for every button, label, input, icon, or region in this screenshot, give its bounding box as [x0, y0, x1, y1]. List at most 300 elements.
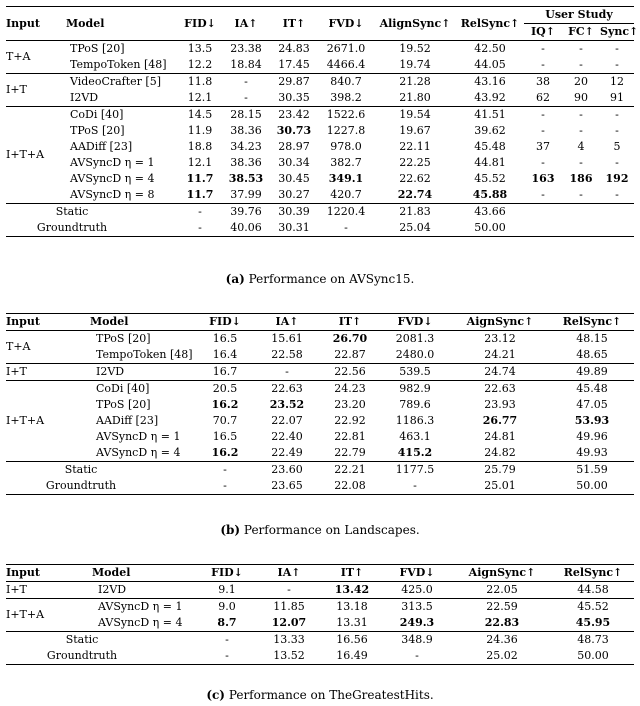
value-cell: 12.1: [187, 91, 213, 104]
value-cell: 11.85: [256, 599, 322, 616]
table-row: [6, 582, 634, 599]
value-cell: 23.52: [269, 398, 305, 411]
value-cell: 463.1: [399, 430, 431, 443]
model-cell: TPoS [20]: [96, 398, 151, 411]
value-cell: -: [196, 462, 254, 479]
table-row: [6, 187, 634, 204]
model-cell: AVSyncD η = 4: [98, 616, 183, 629]
model-cell: I2VD: [86, 582, 198, 599]
table-greatesthits: [6, 564, 634, 665]
value-cell: 22.08: [320, 478, 380, 495]
table-landscapes: [6, 313, 634, 495]
header-alignsync: AlignSync↑: [374, 7, 456, 41]
value-cell: 19.74: [399, 58, 431, 71]
baseline-cell: Groundtruth: [6, 478, 196, 495]
value-cell: 70.7: [212, 414, 238, 427]
value-cell: 19.54: [374, 107, 456, 124]
value-cell: 539.5: [380, 364, 450, 381]
value-cell: 22.58: [271, 348, 303, 361]
table-row: [6, 155, 634, 171]
value-cell: 21.80: [399, 91, 431, 104]
value-cell: 8.7: [217, 616, 237, 629]
header-fvd: FVD↓: [382, 565, 452, 582]
value-cell: 91: [610, 91, 624, 104]
value-cell: 30.27: [278, 188, 310, 201]
value-cell: 22.40: [271, 430, 303, 443]
value-cell: 982.9: [380, 381, 450, 398]
value-cell: 14.5: [178, 107, 222, 124]
header-fc: FC↑: [568, 25, 594, 38]
value-cell: 30.45: [278, 172, 310, 185]
caption-a-tag: (a): [225, 272, 245, 286]
value-cell: 23.12: [450, 331, 550, 348]
value-cell: 5: [613, 140, 621, 153]
value-cell: 45.52: [474, 172, 506, 185]
value-cell: 9.0: [198, 599, 256, 616]
value-cell: 43.16: [456, 74, 524, 91]
value-cell: -: [380, 478, 450, 495]
value-cell: 1177.5: [380, 462, 450, 479]
value-cell: 38: [524, 74, 562, 91]
header-alignsync: AignSync↑: [450, 314, 550, 331]
header-relsync: RelSync↑: [456, 7, 524, 41]
value-cell: 313.5: [382, 599, 452, 616]
header-iq: IQ↑: [531, 25, 555, 38]
value-cell: 40.06: [222, 220, 270, 237]
value-cell: 39.62: [474, 124, 506, 137]
value-cell: -: [382, 648, 452, 665]
value-cell: 24.21: [484, 348, 516, 361]
value-cell: -: [254, 364, 320, 381]
value-cell: [562, 204, 600, 221]
value-cell: 22.74: [397, 188, 433, 201]
table-row: [6, 171, 634, 187]
caption-c-text: Performance on TheGreatestHits.: [228, 688, 434, 702]
value-cell: 13.42: [322, 582, 382, 599]
value-cell: 49.89: [550, 364, 634, 381]
value-cell: 49.96: [576, 430, 608, 443]
input-cell: T+A: [6, 41, 60, 74]
value-cell: 22.56: [320, 364, 380, 381]
value-cell: 38.36: [230, 124, 262, 137]
table-row: [6, 74, 634, 91]
table-row: [6, 364, 634, 381]
model-cell: TempoToken [48]: [70, 58, 167, 71]
table-row: [6, 615, 634, 632]
value-cell: -: [579, 188, 583, 201]
model-cell: CoDi [40]: [60, 107, 178, 124]
value-cell: -: [198, 648, 256, 665]
header-fid: FID↓: [198, 565, 256, 582]
value-cell: 13.31: [336, 616, 368, 629]
value-cell: [600, 204, 634, 221]
value-cell: 13.18: [322, 599, 382, 616]
value-cell: -: [579, 156, 583, 169]
value-cell: -: [600, 41, 634, 58]
model-cell: TPoS [20]: [70, 124, 125, 137]
value-cell: 1220.4: [318, 204, 374, 221]
value-cell: 4: [577, 140, 585, 153]
value-cell: -: [178, 220, 222, 237]
table-row: [6, 139, 634, 155]
value-cell: 23.20: [334, 398, 366, 411]
table-row: [6, 381, 634, 398]
table-row: [6, 107, 634, 124]
caption-b-text: Performance on Landscapes.: [243, 523, 420, 537]
header-model: Model: [60, 7, 178, 41]
caption-a: [0, 272, 640, 286]
table-row: [6, 220, 634, 237]
table-row: [6, 632, 634, 649]
table-row: [6, 413, 634, 429]
value-cell: 22.62: [399, 172, 431, 185]
value-cell: -: [579, 58, 583, 71]
value-cell: 22.25: [399, 156, 431, 169]
value-cell: 62: [536, 91, 550, 104]
value-cell: 978.0: [330, 140, 362, 153]
value-cell: 24.74: [450, 364, 550, 381]
value-cell: 30.73: [276, 124, 312, 137]
header-fvd: FVD↓: [318, 7, 374, 41]
header-input: Input: [6, 7, 60, 41]
header-alignsync: AignSync↑: [452, 565, 552, 582]
value-cell: 26.77: [482, 414, 518, 427]
header-user-study: User Study: [524, 7, 634, 24]
value-cell: 45.48: [474, 140, 506, 153]
value-cell: 21.83: [374, 204, 456, 221]
value-cell: 45.48: [550, 381, 634, 398]
value-cell: 2671.0: [318, 41, 374, 58]
value-cell: 19.52: [374, 41, 456, 58]
value-cell: 12.2: [187, 58, 213, 71]
value-cell: 28.15: [222, 107, 270, 124]
value-cell: 22.59: [452, 599, 552, 616]
value-cell: [524, 204, 562, 221]
model-cell: AVSyncD η = 8: [70, 188, 155, 201]
value-cell: -: [615, 188, 619, 201]
value-cell: 9.1: [198, 582, 256, 599]
value-cell: 25.01: [450, 478, 550, 495]
value-cell: 24.83: [270, 41, 318, 58]
value-cell: -: [222, 74, 270, 91]
header-model: Model: [86, 565, 198, 582]
value-cell: 249.3: [399, 616, 435, 629]
baseline-cell: Groundtruth: [6, 648, 198, 665]
value-cell: [562, 220, 600, 237]
table-row: [6, 445, 634, 462]
value-cell: 2480.0: [395, 348, 435, 361]
value-cell: -: [524, 41, 562, 58]
value-cell: 43.92: [474, 91, 506, 104]
value-cell: 23.93: [484, 398, 516, 411]
value-cell: 47.05: [576, 398, 608, 411]
value-cell: 1522.6: [318, 107, 374, 124]
value-cell: 22.05: [452, 582, 552, 599]
value-cell: 44.05: [474, 58, 506, 71]
value-cell: 23.38: [222, 41, 270, 58]
value-cell: 50.00: [550, 478, 634, 495]
value-cell: -: [562, 107, 600, 124]
value-cell: 1186.3: [395, 414, 435, 427]
value-cell: -: [541, 188, 545, 201]
model-cell: I2VD: [70, 91, 99, 104]
value-cell: -: [615, 58, 619, 71]
model-cell: AVSyncD η = 1: [96, 430, 181, 443]
model-cell: I2VD: [84, 364, 196, 381]
value-cell: -: [244, 91, 248, 104]
value-cell: 186: [569, 172, 593, 185]
value-cell: 49.93: [576, 446, 608, 459]
value-cell: 38.53: [228, 172, 264, 185]
value-cell: 12.07: [271, 616, 307, 629]
input-cell: I+T+A: [6, 107, 60, 204]
value-cell: 45.88: [472, 188, 508, 201]
value-cell: 41.51: [456, 107, 524, 124]
value-cell: 20: [562, 74, 600, 91]
caption-c: [0, 688, 640, 702]
baseline-cell: Static: [6, 632, 198, 649]
value-cell: 22.49: [271, 446, 303, 459]
value-cell: 2081.3: [380, 331, 450, 348]
value-cell: [600, 220, 634, 237]
value-cell: 22.87: [334, 348, 366, 361]
value-cell: 22.92: [334, 414, 366, 427]
table-row: [6, 123, 634, 139]
value-cell: 34.23: [230, 140, 262, 153]
value-cell: -: [541, 124, 545, 137]
value-cell: 42.50: [456, 41, 524, 58]
table-row: [6, 397, 634, 413]
value-cell: 192: [605, 172, 629, 185]
value-cell: -: [600, 107, 634, 124]
input-cell: I+T+A: [6, 599, 86, 632]
header-fid: FID↓: [196, 314, 254, 331]
value-cell: 16.4: [212, 348, 238, 361]
value-cell: 4466.4: [326, 58, 366, 71]
header-input: Input: [6, 314, 84, 331]
value-cell: 22.83: [484, 616, 520, 629]
value-cell: 349.1: [328, 172, 364, 185]
table-row: [6, 331, 634, 348]
value-cell: 44.81: [474, 156, 506, 169]
value-cell: 420.7: [330, 188, 362, 201]
value-cell: 30.35: [278, 91, 310, 104]
header-sync: Sync↑: [600, 25, 639, 38]
table-row: [6, 648, 634, 665]
value-cell: 24.82: [484, 446, 516, 459]
value-cell: -: [541, 58, 545, 71]
value-cell: 50.00: [456, 220, 524, 237]
model-cell: AVSyncD η = 4: [70, 172, 155, 185]
value-cell: 12.1: [187, 156, 213, 169]
model-cell: AADiff [23]: [96, 414, 159, 427]
header-it: IT↑: [320, 314, 380, 331]
value-cell: 12: [600, 74, 634, 91]
value-cell: 26.70: [320, 331, 380, 348]
value-cell: 23.65: [254, 478, 320, 495]
value-cell: 398.2: [330, 91, 362, 104]
caption-b-tag: (b): [220, 523, 241, 537]
value-cell: 22.11: [399, 140, 431, 153]
value-cell: 11.9: [187, 124, 213, 137]
value-cell: -: [541, 156, 545, 169]
value-cell: 18.8: [187, 140, 213, 153]
baseline-cell: Groundtruth: [6, 220, 178, 237]
value-cell: 22.63: [254, 381, 320, 398]
input-cell: I+T: [6, 582, 86, 599]
header-fvd: FVD↓: [380, 314, 450, 331]
caption-b: [0, 523, 640, 537]
value-cell: 789.6: [399, 398, 431, 411]
value-cell: 90: [574, 91, 588, 104]
value-cell: 38.36: [230, 156, 262, 169]
value-cell: 415.2: [397, 446, 433, 459]
input-cell: I+T: [6, 74, 60, 107]
value-cell: -: [615, 156, 619, 169]
value-cell: 29.87: [270, 74, 318, 91]
value-cell: 24.81: [484, 430, 516, 443]
value-cell: 48.73: [552, 632, 634, 649]
value-cell: 30.31: [270, 220, 318, 237]
value-cell: 30.39: [270, 204, 318, 221]
table-avsync15: [6, 6, 639, 237]
value-cell: 18.84: [230, 58, 262, 71]
value-cell: 51.59: [550, 462, 634, 479]
value-cell: 22.81: [334, 430, 366, 443]
value-cell: 11.7: [186, 188, 214, 201]
model-cell: VideoCrafter [5]: [60, 74, 178, 91]
value-cell: -: [615, 124, 619, 137]
table-row: [6, 599, 634, 616]
header-ia: IA↑: [256, 565, 322, 582]
model-cell: TempoToken [48]: [96, 348, 193, 361]
table-row: [6, 429, 634, 445]
table-row: [6, 41, 634, 58]
header-ia: IA↑: [254, 314, 320, 331]
table-row: [6, 57, 634, 74]
input-cell: I+T: [6, 364, 84, 381]
model-cell: CoDi [40]: [84, 381, 196, 398]
input-cell: I+T+A: [6, 381, 84, 462]
value-cell: 19.67: [399, 124, 431, 137]
input-cell: T+A: [6, 331, 84, 364]
value-cell: 24.36: [452, 632, 552, 649]
value-cell: -: [196, 478, 254, 495]
value-cell: 840.7: [318, 74, 374, 91]
value-cell: 348.9: [382, 632, 452, 649]
value-cell: 39.76: [222, 204, 270, 221]
value-cell: 24.23: [320, 381, 380, 398]
table-row: [6, 90, 634, 107]
value-cell: 17.45: [278, 58, 310, 71]
value-cell: 16.2: [211, 398, 239, 411]
value-cell: 23.60: [254, 462, 320, 479]
model-cell: TPoS [20]: [84, 331, 196, 348]
value-cell: 13.52: [256, 648, 322, 665]
value-cell: 45.95: [575, 616, 611, 629]
table-row: [6, 204, 634, 221]
value-cell: [524, 220, 562, 237]
header-model: Model: [84, 314, 196, 331]
value-cell: 382.7: [330, 156, 362, 169]
value-cell: -: [562, 41, 600, 58]
value-cell: 16.56: [322, 632, 382, 649]
value-cell: -: [579, 124, 583, 137]
value-cell: 13.33: [256, 632, 322, 649]
value-cell: 20.5: [196, 381, 254, 398]
value-cell: 25.04: [374, 220, 456, 237]
value-cell: 22.63: [450, 381, 550, 398]
header-relsync: RelSync↑: [550, 314, 634, 331]
table-row: [6, 347, 634, 364]
value-cell: 25.79: [450, 462, 550, 479]
table-row: [6, 462, 634, 479]
header-ia: IA↑: [222, 7, 270, 41]
value-cell: 37: [536, 140, 550, 153]
value-cell: 50.00: [552, 648, 634, 665]
table-row: [6, 478, 634, 495]
header-it: IT↑: [322, 565, 382, 582]
value-cell: 30.34: [278, 156, 310, 169]
value-cell: 21.28: [374, 74, 456, 91]
header-input: Input: [6, 565, 86, 582]
value-cell: 53.93: [574, 414, 610, 427]
model-cell: TPoS [20]: [60, 41, 178, 58]
value-cell: -: [524, 107, 562, 124]
model-cell: AVSyncD η = 1: [70, 156, 155, 169]
value-cell: 11.8: [178, 74, 222, 91]
header-relsync: RelSync↑: [552, 565, 634, 582]
value-cell: -: [318, 220, 374, 237]
value-cell: 16.49: [322, 648, 382, 665]
value-cell: 16.2: [211, 446, 239, 459]
model-cell: AVSyncD η = 4: [96, 446, 181, 459]
value-cell: 45.52: [552, 599, 634, 616]
value-cell: 44.58: [552, 582, 634, 599]
value-cell: -: [198, 632, 256, 649]
value-cell: 48.65: [576, 348, 608, 361]
value-cell: 25.02: [452, 648, 552, 665]
value-cell: 22.79: [334, 446, 366, 459]
caption-c-tag: (c): [206, 688, 225, 702]
value-cell: 425.0: [382, 582, 452, 599]
model-cell: AVSyncD η = 1: [86, 599, 198, 616]
value-cell: 16.5: [196, 331, 254, 348]
value-cell: 28.97: [278, 140, 310, 153]
value-cell: -: [178, 204, 222, 221]
header-fid: FID↓: [178, 7, 222, 41]
caption-a-text: Performance on AVSync15.: [248, 272, 415, 286]
value-cell: 22.07: [271, 414, 303, 427]
value-cell: 37.99: [230, 188, 262, 201]
value-cell: 22.21: [320, 462, 380, 479]
value-cell: -: [256, 582, 322, 599]
model-cell: AADiff [23]: [70, 140, 133, 153]
value-cell: 11.7: [186, 172, 214, 185]
value-cell: 43.66: [456, 204, 524, 221]
value-cell: 23.42: [270, 107, 318, 124]
value-cell: 16.7: [196, 364, 254, 381]
header-it: IT↑: [270, 7, 318, 41]
value-cell: 1227.8: [326, 124, 366, 137]
baseline-cell: Static: [6, 204, 178, 221]
value-cell: 15.61: [254, 331, 320, 348]
value-cell: 13.5: [178, 41, 222, 58]
value-cell: 48.15: [550, 331, 634, 348]
baseline-cell: Static: [6, 462, 196, 479]
value-cell: 163: [531, 172, 555, 185]
value-cell: 16.5: [212, 430, 238, 443]
